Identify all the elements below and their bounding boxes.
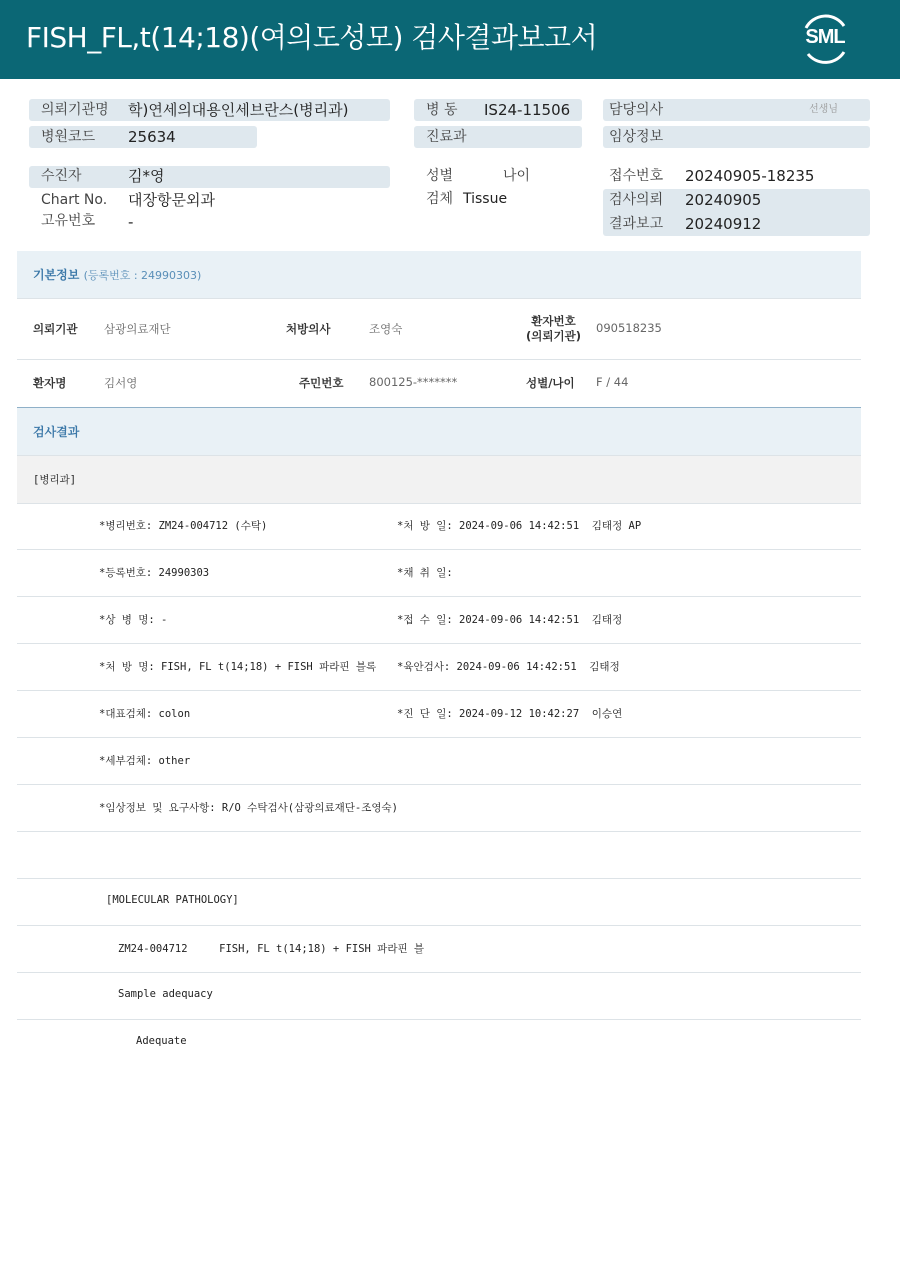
specimen-label: 검체 bbox=[426, 191, 454, 207]
patient-label: 수진자 bbox=[41, 168, 82, 184]
referring-institution-label: 의뢰기관명 bbox=[41, 102, 109, 118]
result-line bbox=[17, 690, 861, 738]
report-header bbox=[0, 0, 900, 79]
result-line-right: *진 단 일: 2024-09-12 10:42:27 이승연 bbox=[397, 708, 623, 720]
unique-no-label: 고유번호 bbox=[41, 213, 96, 229]
basic-info-value: 삼광의료재단 bbox=[104, 322, 171, 336]
molecular-line bbox=[17, 972, 861, 1020]
report-title: FISH_FL,t(14;18)(여의도성모) 검사결과보고서 bbox=[26, 21, 598, 54]
specimen-value: Tissue bbox=[463, 191, 508, 207]
doctor-label: 담당의사 bbox=[609, 102, 664, 118]
molecular-heading-row bbox=[17, 878, 861, 926]
sex-label: 성별 bbox=[426, 168, 454, 184]
result-line-left: *병리번호: ZM24-004712 (수탁) bbox=[99, 520, 268, 532]
results-dept-row bbox=[17, 455, 861, 504]
result-line-left: *대표검체: colon bbox=[99, 708, 191, 720]
sml-logo bbox=[796, 12, 854, 66]
chart-no-value: 대장항문외과 bbox=[128, 191, 215, 209]
result-line-left: *임상정보 및 요구사항: R/O 수탁검사(삼광의료재단-조영숙) bbox=[99, 802, 399, 814]
result-line bbox=[17, 737, 861, 785]
molecular-line bbox=[17, 925, 861, 973]
basic-info-title-text: 기본정보 bbox=[33, 268, 80, 282]
basic-info-key: 주민번호 bbox=[299, 376, 344, 390]
result-line-left: *세부검체: other bbox=[99, 755, 191, 767]
ward-value: IS24-11506 bbox=[484, 101, 571, 119]
basic-info-row-2 bbox=[17, 360, 861, 407]
basic-info-key-line: (의뢰기관) bbox=[526, 329, 581, 343]
basic-info-registration: (등록번호 : 24990303) bbox=[83, 269, 202, 282]
department-label: 진료과 bbox=[426, 129, 467, 145]
result-line bbox=[17, 643, 861, 691]
patient-value: 김*영 bbox=[128, 167, 165, 185]
basic-info-key: 성별/나이 bbox=[526, 376, 575, 390]
basic-info-key: 의뢰기관 bbox=[33, 322, 78, 336]
report-date-value: 20240912 bbox=[685, 215, 762, 233]
clinical-info-label: 임상정보 bbox=[609, 129, 664, 145]
age-label: 나이 bbox=[503, 168, 531, 184]
basic-info-value: 800125-******* bbox=[369, 375, 458, 389]
doctor-suffix: 선생님 bbox=[809, 104, 838, 115]
basic-info-value: F / 44 bbox=[596, 375, 629, 389]
basic-info-key: 환자명 bbox=[33, 376, 67, 390]
basic-info-key: 처방의사 bbox=[286, 322, 331, 336]
result-line-left: *상 병 명: - bbox=[99, 614, 168, 626]
result-line-left: *등록번호: 24990303 bbox=[99, 567, 210, 579]
chart-no-label: Chart No. bbox=[41, 192, 108, 208]
report-date-label: 결과보고 bbox=[609, 216, 664, 232]
basic-info-title bbox=[33, 266, 201, 283]
molecular-line-2: Sample adequacy bbox=[118, 988, 213, 1000]
basic-info-value: 090518235 bbox=[596, 321, 662, 335]
basic-info-key-line: 환자번호 bbox=[531, 314, 576, 328]
result-line-right: *육안검사: 2024-09-06 14:42:51 김태정 bbox=[397, 661, 620, 673]
molecular-line-3: Adequate bbox=[136, 1035, 187, 1047]
result-line bbox=[17, 502, 861, 550]
ward-label: 병 동 bbox=[426, 102, 458, 118]
results-header bbox=[17, 408, 861, 455]
hospital-code-value: 25634 bbox=[128, 128, 176, 146]
result-line bbox=[17, 549, 861, 597]
request-date-value: 20240905 bbox=[685, 191, 762, 209]
result-line-right: *처 방 일: 2024-09-06 14:42:51 김태정 AP bbox=[397, 520, 642, 532]
basic-info-row-1 bbox=[17, 299, 861, 360]
basic-info-value: 김서영 bbox=[104, 376, 138, 390]
basic-info-header bbox=[17, 251, 861, 299]
result-line bbox=[17, 784, 861, 832]
results-title: 검사결과 bbox=[33, 425, 80, 439]
receipt-no-value: 20240905-18235 bbox=[685, 167, 815, 185]
basic-info-key bbox=[526, 314, 581, 344]
molecular-line-1: ZM24-004712 FISH, FL t(14;18) + FISH 파라핀 블 bbox=[118, 943, 425, 955]
molecular-heading: [MOLECULAR PATHOLOGY] bbox=[106, 894, 239, 906]
unique-no-value: - bbox=[128, 213, 134, 231]
results-dept: [병리과] bbox=[33, 474, 77, 486]
result-line-right: *접 수 일: 2024-09-06 14:42:51 김태정 bbox=[397, 614, 623, 626]
molecular-line bbox=[17, 1019, 861, 1066]
patient-box bbox=[29, 166, 390, 188]
result-line-left: *처 방 명: FISH, FL t(14;18) + FISH 파라핀 블록 bbox=[99, 661, 377, 673]
result-line-right: *채 취 일: bbox=[397, 567, 453, 579]
logo-text: SML bbox=[805, 26, 845, 48]
basic-info-value: 조영숙 bbox=[369, 322, 403, 336]
result-blank-row bbox=[17, 831, 861, 879]
request-date-label: 검사의뢰 bbox=[609, 192, 664, 208]
hospital-code-label: 병원코드 bbox=[41, 129, 96, 145]
referring-institution-value: 학)연세의대용인세브란스(병리과) bbox=[128, 101, 349, 119]
receipt-no-label: 접수번호 bbox=[609, 168, 664, 184]
result-line bbox=[17, 596, 861, 644]
